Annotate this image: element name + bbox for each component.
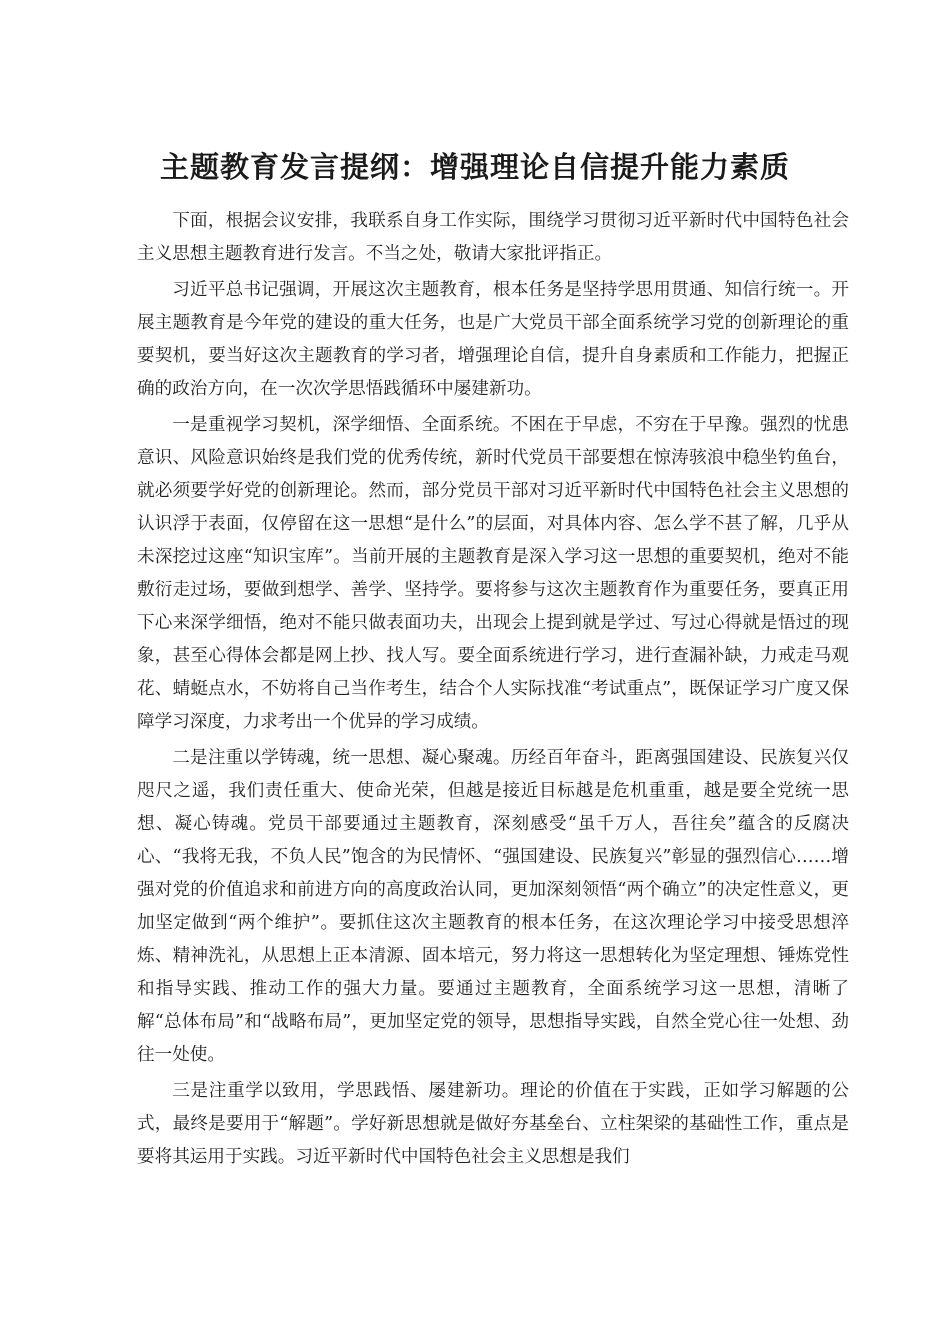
- paragraph-point-one: 一是重视学习契机，深学细悟、全面系统。不困在于早虑，不穷在于早豫。强烈的忧患意识、风险意识始终是我们党的优秀传统，新时代党员干部要想在惊涛骇浪中稳坐钓鱼台，就必须要学好党的创新理论。然而，部分党员干部对习近平新时代中国特色社会主义思想的认识浮于表面，仅停留在这一思想“是什么”的层面，对具体内容、怎么学不甚了解，几乎从未深挖过这座“知识宝库”。当前开展的主题教育是深入学习这一思想的重要契机，绝对不能敷衍走过场，要做到想学、善学、坚持学。要将参与这次主题教育作为重要任务，要真正用下心来深学细悟，绝对不能只做表面功夫，出现会上提到就是学过、写过心得就是悟过的现象，甚至心得体会都是网上抄、找人写。要全面系统进行学习，进行查漏补缺，力戒走马观花、蜻蜓点水，不妨将自己当作考生，结合个人实际找准“考试重点”，既保证学习广度又保障学习深度，力求考出一个优异的学习成绩。: [137, 415, 849, 732]
- paragraph-intro: 下面，根据会议安排，我联系自身工作实际，围绕学习贯彻习近平新时代中国特色社会主义思想主题教育进行发言。不当之处，敬请大家批评指正。: [137, 211, 849, 264]
- paragraph-overview: 习近平总书记强调，开展这次主题教育，根本任务是坚持学思用贯通、知信行统一。开展主题教育是今年党的建设的重大任务，也是广大党员干部全面系统学习党的创新理论的重要契机，要当好这次主题教育的学习者，增强理论自信，提升自身素质和工作能力，把握正确的政治方向，在一次次学思悟践循环中屡建新功。: [137, 280, 849, 399]
- paragraph-point-three: 三是注重学以致用，学思践悟、屡建新功。理论的价值在于实践，正如学习解题的公式，最终是要用于“解题”。学好新思想就是做好夯基垒台、立柱架梁的基础性工作，重点是要将其运用于实践。习近平新时代中国特色社会主义思想是我们: [137, 1081, 849, 1167]
- paragraph-point-two: 二是注重以学铸魂，统一思想、凝心聚魂。历经百年奋斗，距离强国建设、民族复兴仅咫尺之遥，我们责任重大、使命光荣，但越是接近目标越是危机重重，越是要全党统一思想、凝心铸魂。党员干部要通过主题教育，深刻感受“虽千万人，吾往矣”蕴含的反腐决心、“我将无我，不负人民”饱含的为民情怀、“强国建设、民族复兴”彰显的强烈信心……增强对党的价值追求和前进方向的高度政治认同，更加深刻领悟“两个确立”的决定性意义，更加坚定做到“两个维护”。要抓住这次主题教育的根本任务，在这次理论学习中接受思想淬炼、精神洗礼，从思想上正本清源、固本培元，努力将这一思想转化为坚定理想、锤炼党性和指导实践、推动工作的强大力量。要通过主题教育，全面系统学习这一思想，清晰了解“总体布局”和“战略布局”，更加坚定党的领导，思想指导实践，自然全党心往一处想、劲往一处使。: [137, 748, 849, 1065]
- document-title: 主题教育发言提纲：增强理论自信提升能力素质: [159, 150, 790, 185]
- document-body: [137, 205, 849, 1177]
